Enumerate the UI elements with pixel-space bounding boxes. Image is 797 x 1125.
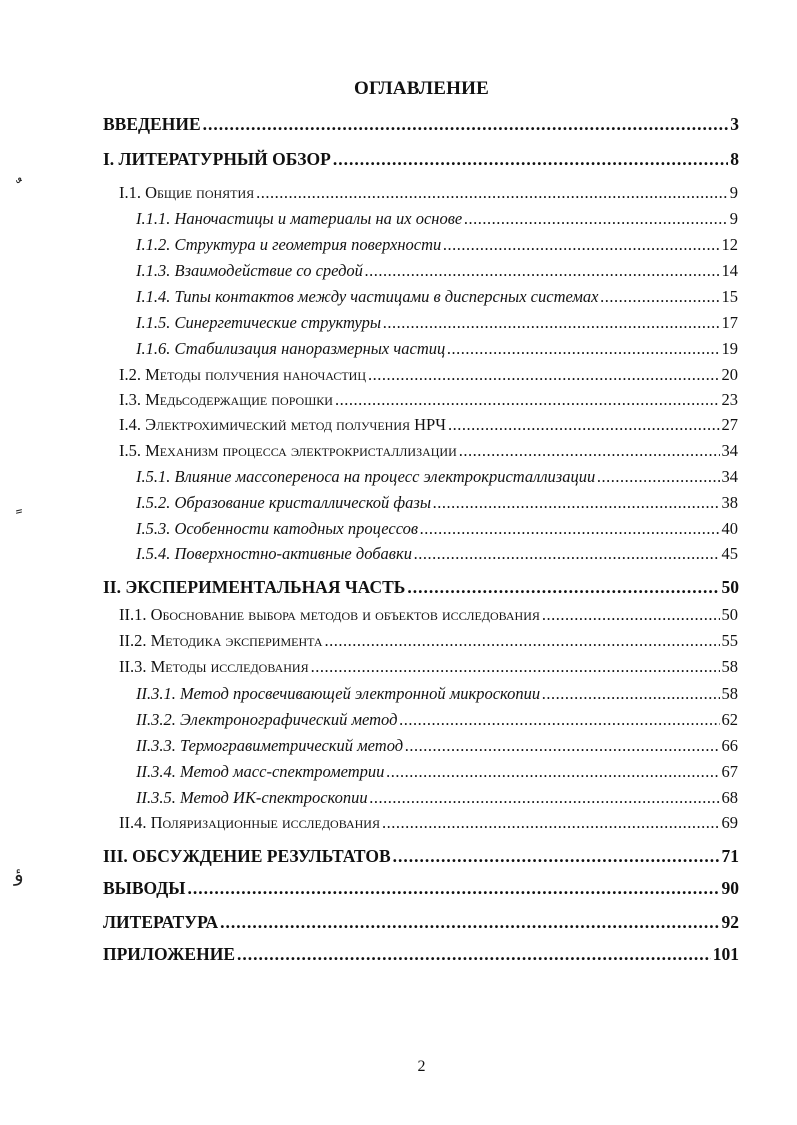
toc-title: ОГЛАВЛЕНИЕ: [354, 78, 489, 99]
dot-leader: [443, 235, 719, 255]
toc-entry-label: II. ЭКСПЕРИМЕНТАЛЬНАЯ ЧАСТЬ: [103, 577, 406, 597]
dot-leader: [407, 577, 719, 598]
toc-entry-page: 9: [729, 183, 738, 202]
toc-entry-label: II.3.5. Метод ИК-спектроскопии: [136, 788, 368, 807]
toc-entry-page: 62: [721, 710, 738, 729]
toc-entry-page: 34: [721, 441, 738, 460]
toc-entry-page: 20: [721, 365, 738, 384]
dot-leader: [203, 114, 729, 135]
toc-entry-label: I.4. Электрохимический метод получения НРЧ: [119, 415, 446, 434]
toc-entry-page: 17: [721, 313, 738, 332]
toc-entry-page: 68: [721, 788, 738, 807]
toc-entry-page: 90: [721, 878, 739, 898]
toc-entry-page: 58: [721, 684, 738, 703]
toc-entry[interactable]: [103, 846, 739, 867]
toc-entry-page: 34: [721, 467, 738, 486]
toc-entry-label: ПРИЛОЖЕНИЕ: [103, 944, 236, 964]
toc-entry-page: 66: [721, 736, 738, 755]
toc-entry[interactable]: [136, 762, 738, 782]
dot-leader: [382, 813, 720, 833]
toc-entry-label: II.3.1. Метод просвечивающей электронной микроскопии: [136, 684, 541, 703]
toc-entry[interactable]: [119, 390, 738, 410]
dot-leader: [220, 912, 719, 933]
toc-entry-label: I.1.4. Типы контактов между частицами в дисперсных системах: [136, 287, 599, 306]
toc-entry-page: 27: [721, 415, 738, 434]
dot-leader: [414, 544, 720, 564]
toc-entry-page: 8: [730, 149, 739, 169]
toc-entry[interactable]: [136, 313, 738, 333]
toc-entry-page: 50: [721, 605, 738, 624]
toc-entry-label: I.5.3. Особенности катодных процессов: [136, 519, 419, 538]
toc-entry[interactable]: [119, 441, 738, 461]
toc-entry-label: ВВЕДЕНИЕ: [103, 114, 201, 134]
toc-entry-page: 71: [721, 846, 739, 866]
toc-entry[interactable]: [136, 710, 738, 730]
toc-entry[interactable]: [103, 944, 739, 965]
toc-entry[interactable]: [119, 657, 738, 677]
dot-leader: [256, 183, 728, 203]
toc-entry[interactable]: [136, 788, 738, 808]
toc-entry[interactable]: [103, 149, 739, 170]
toc-entry-page: 12: [721, 235, 738, 254]
toc-entry[interactable]: [119, 365, 738, 385]
toc-entry[interactable]: [136, 209, 738, 229]
toc-entry[interactable]: [119, 415, 738, 435]
toc-entry-page: 9: [729, 209, 738, 228]
dot-leader: [542, 684, 719, 704]
toc-entry-label: II.4. Поляризационные исследования: [119, 813, 380, 832]
toc-entry-label: II.3. Методы исследования: [119, 657, 309, 676]
toc-entry-page: 69: [721, 813, 738, 832]
dot-leader: [542, 605, 720, 625]
toc-entry-page: 67: [721, 762, 738, 781]
toc-entry-page: 92: [721, 912, 739, 932]
dot-leader: [433, 493, 719, 513]
toc-entry[interactable]: [119, 631, 738, 651]
toc-entry-page: 14: [721, 261, 738, 280]
dot-leader: [237, 944, 711, 965]
toc-entry-label: II.3.3. Термогравиметрический метод: [136, 736, 404, 755]
toc-entry-label: II.3.2. Электронографический метод: [136, 710, 398, 729]
toc-entry-page: 50: [721, 577, 739, 597]
toc-entry-page: 23: [721, 390, 738, 409]
margin-mark-icon: ؤ: [14, 864, 24, 886]
toc-entry-label: I.1.1. Наночастицы и материалы на их основе: [136, 209, 463, 228]
dot-leader: [335, 390, 720, 410]
toc-entry-label: II.3.4. Метод масс-спектрометрии: [136, 762, 385, 781]
toc-entry-label: II.2. Методика эксперимента: [119, 631, 323, 650]
dot-leader: [601, 287, 720, 307]
toc-entry-label: I.5.1. Влияние массопереноса на процесс электрокристаллизации: [136, 467, 596, 486]
toc-entry[interactable]: [136, 261, 738, 281]
toc-entry[interactable]: [103, 114, 739, 135]
toc-entry[interactable]: [136, 684, 738, 704]
dot-leader: [597, 467, 719, 487]
toc-entry[interactable]: [136, 235, 738, 255]
toc-entry-label: I. ЛИТЕРАТУРНЫЙ ОБЗОР: [103, 149, 331, 169]
toc-entry-page: 3: [730, 114, 739, 134]
toc-entry[interactable]: [119, 183, 738, 203]
toc-entry[interactable]: [103, 912, 739, 933]
dot-leader: [386, 762, 719, 782]
toc-entry-page: 101: [712, 944, 739, 964]
toc-entry[interactable]: [136, 287, 738, 307]
dot-leader: [464, 209, 728, 229]
dot-leader: [448, 415, 720, 435]
dot-leader: [399, 710, 719, 730]
dot-leader: [188, 878, 720, 899]
toc-entry[interactable]: [103, 878, 739, 899]
dot-leader: [365, 261, 720, 281]
toc-entry-label: I.5.4. Поверхностно-активные добавки: [136, 544, 412, 563]
dot-leader: [447, 339, 719, 359]
dot-leader: [405, 736, 719, 756]
toc-entry-page: 38: [721, 493, 738, 512]
toc-entry[interactable]: [136, 736, 738, 756]
toc-entry-label: I.1.6. Стабилизация наноразмерных частиц: [136, 339, 446, 358]
toc-entry[interactable]: [103, 577, 739, 598]
dot-leader: [383, 313, 719, 333]
toc-entry-label: I.5.2. Образование кристаллической фазы: [136, 493, 432, 512]
toc-entry-label: ЛИТЕРАТУРА: [103, 912, 219, 932]
toc-entry[interactable]: [136, 519, 738, 539]
toc-entry[interactable]: [119, 813, 738, 833]
dot-leader: [420, 519, 719, 539]
toc-entry-label: I.2. Методы получения наночастиц: [119, 365, 366, 384]
toc-entry-page: 19: [721, 339, 738, 358]
dot-leader: [368, 365, 720, 385]
dot-leader: [311, 657, 720, 677]
toc-entry-page: 45: [721, 544, 738, 563]
toc-entry-page: 15: [721, 287, 738, 306]
toc-entry-label: I.1. Общие понятия: [119, 183, 255, 202]
toc-entry[interactable]: [136, 544, 738, 564]
toc-entry-page: 58: [721, 657, 738, 676]
toc-entry-label: I.1.2. Структура и геометрия поверхности: [136, 235, 442, 254]
page-number: 2: [417, 1058, 426, 1075]
toc-entry[interactable]: [119, 605, 738, 625]
toc-entry[interactable]: [136, 467, 738, 487]
dot-leader: [459, 441, 720, 461]
toc-entry-page: 40: [721, 519, 738, 538]
toc-entry-label: ВЫВОДЫ: [103, 878, 186, 898]
toc-entry-page: 55: [721, 631, 738, 650]
toc-entry[interactable]: [136, 493, 738, 513]
toc-entry-label: III. ОБСУЖДЕНИЕ РЕЗУЛЬТАТОВ: [103, 846, 391, 866]
toc-entry-label: I.1.3. Взаимодействие со средой: [136, 261, 363, 280]
dot-leader: [393, 846, 720, 867]
dot-leader: [325, 631, 720, 651]
dot-leader: [333, 149, 728, 170]
toc-entry[interactable]: [136, 339, 738, 359]
toc-entry-label: I.1.5. Синергетические структуры: [136, 313, 382, 332]
toc-entry-label: I.3. Медьсодержащие порошки: [119, 390, 333, 409]
toc-entry-label: I.5. Механизм процесса электрокристаллизации: [119, 441, 457, 460]
toc-entry-label: II.1. Обоснование выбора методов и объектов исследования: [119, 605, 540, 624]
dot-leader: [370, 788, 720, 808]
